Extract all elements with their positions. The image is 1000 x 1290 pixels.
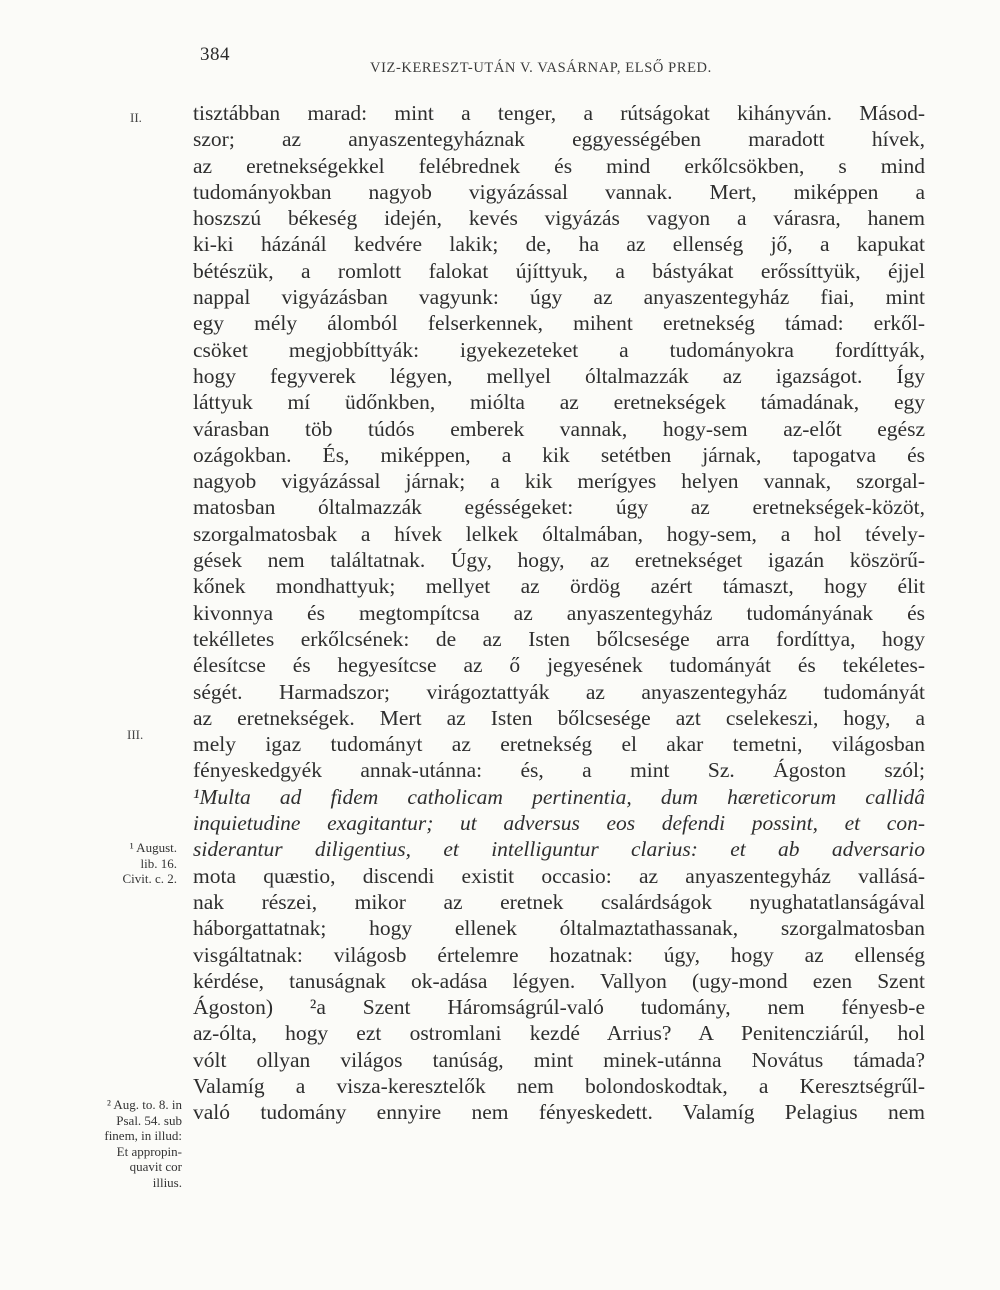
text-line: egy mély álomból felserkennek, mihent eretnekség támad: erkől- <box>193 311 925 336</box>
text-line: nagyob vigyázással járnak; a kik merígyes helyen vannak, szorgal- <box>193 469 925 494</box>
text-line: hogy fegyverek légyen, mellyel óltalmazzák az igazságot. Így <box>193 363 925 388</box>
text-line: nappal vigyázásban vagyunk: úgy az anyaszentegyház fiai, mint <box>193 285 925 310</box>
text-line: vólt ollyan világos tanúság, mint minek-utánna Novátus támada? <box>193 1047 925 1072</box>
text-line: ségét. Harmadszor; virágoztattyák az anyaszentegyház tudományát <box>193 679 925 704</box>
text-line: kőnek mondhattyuk; mellyet az ördög azért támaszt, hogy élit <box>193 574 925 599</box>
page-number: 384 <box>200 44 230 65</box>
text-line: tekélletes erkőlcsének: de az Isten bőlcsesége arra fordíttya, hogy <box>193 626 925 651</box>
text-line: várasban töb túdós emberek vannak, hogy-sem az-előt egész <box>193 416 925 441</box>
margin-note-line: Civit. c. 2. <box>122 871 177 886</box>
text-line: láttyuk mí üdőnkben, miólta az eretnekségek támadának, egy <box>193 390 925 415</box>
text-line: való tudomány ennyire nem fényeskedett. Valamíg Pelagius nem <box>193 1100 925 1125</box>
text-line: nak részei, mikor az eretnek csalárdságok nyughatatlanságával <box>193 889 925 914</box>
latin-quote-line: siderantur diligentius, et intelliguntur clarius: et ab adversario <box>193 837 925 862</box>
latin-quote-line: ¹Multa ad fidem catholicam pertinentia, dum hæreticorum callidâ <box>193 784 925 809</box>
text-line: az eretnekségek. Mert az Isten bőlcsesége azt cselekeszi, hogy, a <box>193 705 925 730</box>
body-text <box>193 100 925 1126</box>
text-line: matosban óltalmazzák egésségeket: úgy az eretnekségek-közöt, <box>193 495 925 520</box>
margin-note-line: Psal. 54. sub <box>116 1112 182 1128</box>
text-line: tisztábban marad: mint a tenger, a rútságokat kihányván. Másod- <box>193 101 925 125</box>
text-line: szor; az anyaszentegyháznak eggyességében maradott hívek, <box>193 127 925 152</box>
text-line: Valamíg a visza-keresztelők nem bolondoskodtak, a Keresztségrűl- <box>193 1073 925 1098</box>
text-line: háborgattatnak; hogy ellenek óltalmaztathassanak, szorgalmatosban <box>193 916 925 941</box>
margin-section-3: III. <box>127 727 144 742</box>
latin-quote-line: inquietudine exagitantur; ut adversus eos defendi possint, et con- <box>193 811 925 836</box>
text-line: gések nem találtatnak. Úgy, hogy, az eretnekséget igazán köszörű- <box>193 548 925 573</box>
margin-note-line: ¹ August. <box>129 840 177 855</box>
margin-section-2: II. <box>130 110 142 125</box>
margin-note-1 <box>85 840 177 887</box>
margin-note-line: quavit cor <box>129 1159 182 1174</box>
text-line: az-ólta, hogy ezt ostromlani kezdé Arrius? A Penitencziárúl, hol <box>193 1021 925 1046</box>
text-line: csöket megjobbíttyák: igyekezeteket a tudományokra fordíttyák, <box>193 337 925 362</box>
running-head: VIZ-KERESZT-UTÁN V. VASÁRNAP, ELSŐ PRED. <box>370 60 712 76</box>
text-line: ozágokban. És, miképpen, a kik setétben járnak, tapogatva és <box>193 442 925 467</box>
text-line: élesítcse és hegyesítcse az ő jegyesének tudományát és tekéletes- <box>193 653 925 678</box>
text-line: kérdése, tanuságnak ok-adása légyen. Vallyon (ugy-mond ezen Szent <box>193 968 925 993</box>
text-line: az eretnekségekkel felébrednek és mind erkőlcsökben, s mind <box>193 153 925 178</box>
text-line: szorgalmatosbak a hívek lelkek óltalmában, hogy-sem, a hol tévely- <box>193 521 925 546</box>
text-line: fényeskedgyék annak-utánna: és, a mint Sz. Ágoston szól; <box>193 758 925 783</box>
margin-note-2 <box>60 1097 182 1190</box>
margin-note-line: finem, in illud: <box>104 1128 182 1143</box>
text-line: visgáltatnak: világosb értelemre hozatnak: úgy, hogy az ellenség <box>193 942 925 967</box>
text-line: Ágoston) ²a Szent Háromságrúl-való tudomány, nem fényesb-e <box>193 995 925 1020</box>
text-line: tudományokban nagyob vigyázással vannak. Mert, miképpen a <box>193 179 925 204</box>
text-line: hoszszú békeség idején, kevés vigyázás vagyon a várasra, hanem <box>193 206 925 231</box>
text-line: mely igaz tudományt az eretnekség el akar temetni, világosban <box>193 732 925 757</box>
text-line: bétészük, a romlott falokat újíttyuk, a bástyákat erőssíttyük, éjjel <box>193 258 925 283</box>
margin-note-line: Et appropin- <box>116 1143 182 1159</box>
text-line: mota quæstio, discendi existit occasio: az anyaszentegyház vallásá- <box>193 863 925 888</box>
margin-note-line: ² Aug. to. 8. in <box>106 1097 182 1112</box>
text-line: ki-ki házánál kedvére lakik; de, ha az ellenség jő, a kapukat <box>193 232 925 257</box>
margin-note-line: lib. 16. <box>140 855 177 871</box>
text-line: kivonnya és megtompítcsa az anyaszentegyház tudományának és <box>193 600 925 625</box>
margin-note-line: illius. <box>152 1174 182 1190</box>
